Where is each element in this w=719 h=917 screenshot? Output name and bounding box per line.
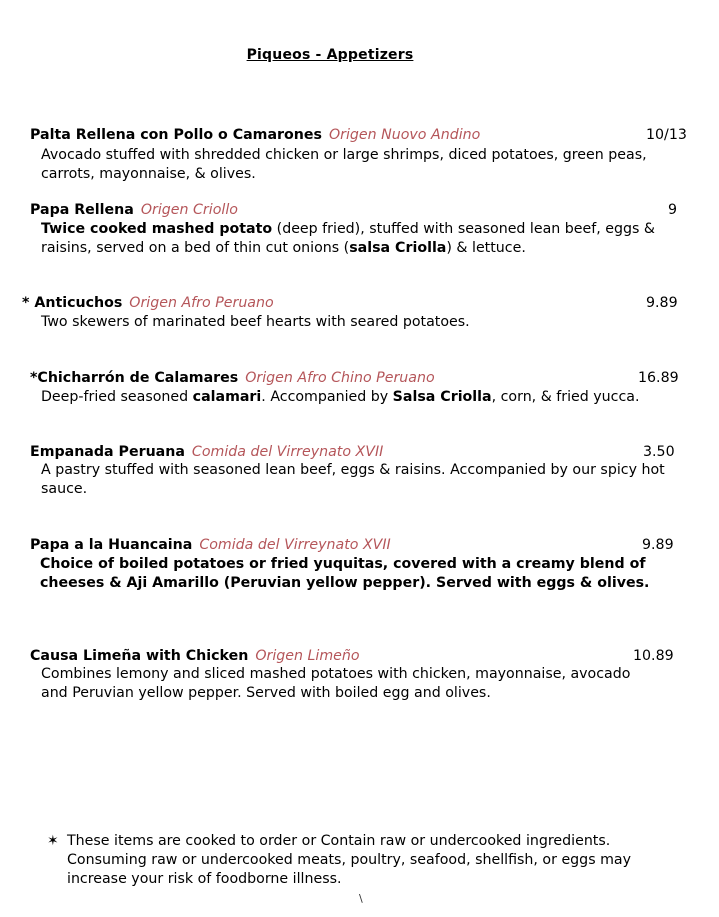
menu-item-price: 9.89 — [646, 295, 678, 311]
menu-item-name: Palta Rellena con Pollo o Camarones — [30, 127, 322, 143]
menu-item-description — [41, 220, 681, 258]
menu-item-heading — [30, 369, 435, 387]
description-segment: Deep-fried seasoned — [41, 389, 193, 405]
menu-item-origin: Comida del Virreynato XVII — [191, 444, 384, 460]
asterisk-icon: ✶ — [47, 833, 59, 849]
menu-item-price: 9.89 — [642, 537, 674, 553]
menu-item-description: Two skewers of marinated beef hearts with seared potatoes. — [41, 314, 470, 330]
menu-item-origin: Origen Limeño — [255, 648, 360, 664]
description-segment: Salsa Criolla — [392, 389, 492, 405]
menu-item-name: Empanada Peruana — [30, 444, 185, 460]
menu-item-name: Papa Rellena — [30, 202, 134, 218]
menu-item-price: 10.89 — [633, 648, 674, 664]
menu-item-heading — [30, 647, 360, 665]
menu-item-heading — [30, 443, 383, 461]
menu-item-name: Papa a la Huancaina — [30, 537, 193, 553]
menu-item-origin: Origen Afro Chino Peruano — [245, 370, 435, 386]
menu-item-origin: Origen Nuovo Andino — [328, 127, 481, 143]
description-segment: calamari — [192, 389, 262, 405]
menu-item-origin: Origen Afro Peruano — [129, 295, 274, 311]
menu-item-heading — [30, 126, 480, 144]
menu-item-heading — [22, 294, 274, 312]
menu-item-heading — [30, 201, 238, 219]
menu-item-description: A pastry stuffed with seasoned lean beef, eggs & raisins. Accompanied by our spicy hot sauce. — [41, 462, 665, 497]
page-mark: \ — [359, 892, 363, 905]
menu-item-description — [41, 388, 681, 407]
menu-item-heading — [30, 536, 391, 554]
menu-item-description: Choice of boiled potatoes or fried yuquitas, covered with a creamy blend of cheeses & Aji Amarillo (Peruvian yellow pepper). Served with eggs & olives. — [40, 556, 650, 591]
menu-item-origin: Origen Criollo — [140, 202, 238, 218]
menu-item-name: *Chicharrón de Calamares — [30, 370, 239, 386]
menu-item-origin: Comida del Virreynato XVII — [199, 537, 391, 553]
menu-item-price: 16.89 — [638, 370, 679, 386]
menu-item-price: 3.50 — [643, 444, 675, 460]
description-segment: . Accompanied by — [261, 389, 393, 405]
description-segment: (deep fried), stuffed with seasoned lean beef, eggs & raisins, served on a bed of thin cut onions ( — [41, 221, 655, 256]
description-segment: , corn, & fried yucca. — [491, 389, 640, 405]
menu-item-description: Avocado stuffed with shredded chicken or large shrimps, diced potatoes, green peas, carrots, mayonnaise, & olives. — [41, 147, 647, 182]
description-segment: Twice cooked mashed potato — [41, 221, 273, 237]
menu-item-description: Combines lemony and sliced mashed potatoes with chicken, mayonnaise, avocado and Peruvian yellow pepper. Served with boiled egg and olives. — [41, 666, 631, 701]
footnote-text: These items are cooked to order or Contain raw or undercooked ingredients. Consuming raw or undercooked meats, poultry, seafood, shellfish, or eggs may increase your risk of foodborne illness. — [67, 833, 632, 887]
menu-section-title: Piqueos - Appetizers — [246, 47, 414, 63]
menu-item-name: Causa Limeña with Chicken — [30, 648, 249, 664]
menu-item-name: * Anticuchos — [22, 295, 123, 311]
description-segment: ) & lettuce. — [446, 240, 526, 256]
menu-item-price: 10/13 — [646, 127, 687, 143]
menu-item-price: 9 — [668, 202, 678, 218]
description-segment: salsa Criolla — [349, 240, 447, 256]
